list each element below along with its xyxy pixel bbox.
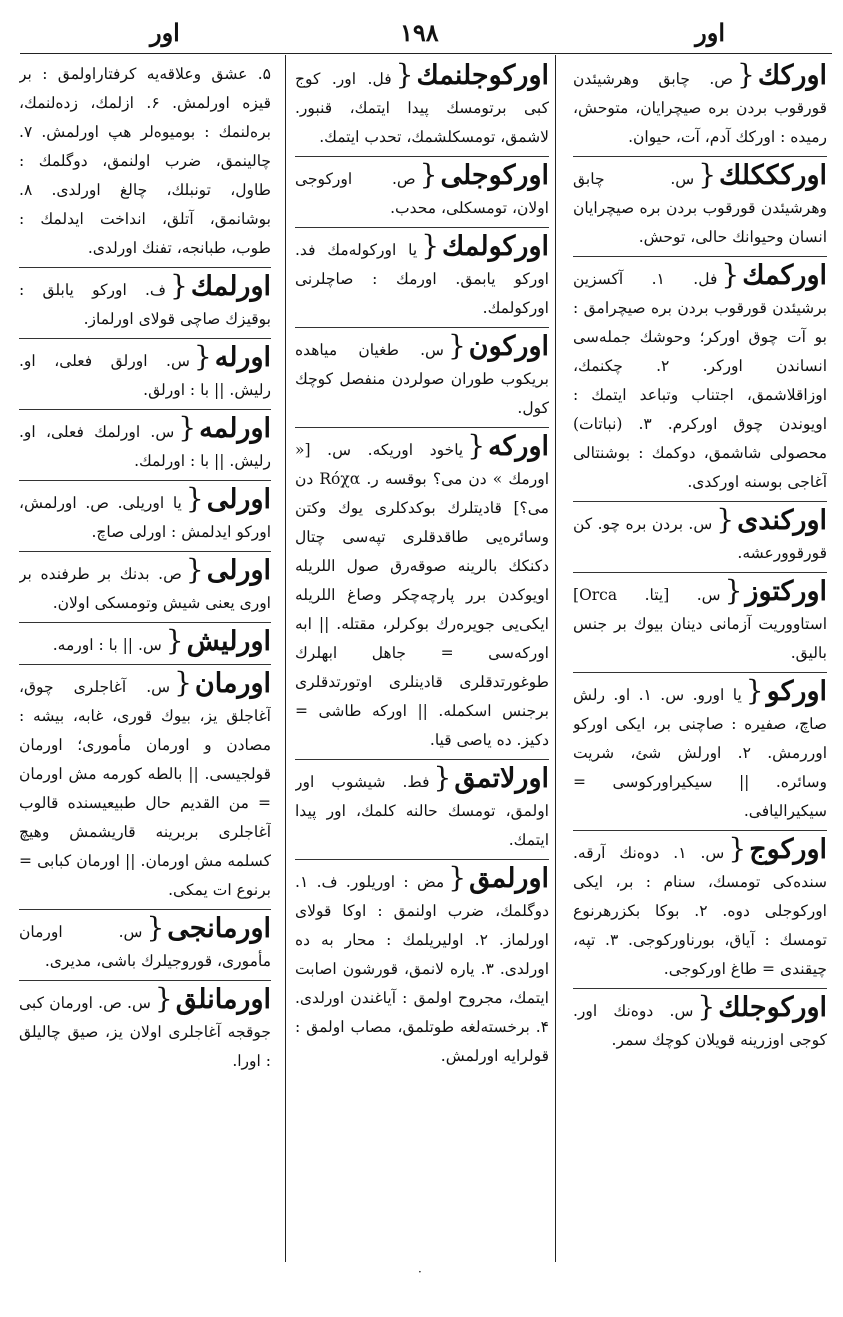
headword: اورمانلق {	[155, 984, 271, 1015]
definition: ص. چابق وهرشيئدن قورقوب بردن بره صيچرايان، متوحش، رميده : اوركك آدم، آت، حيوان.	[573, 70, 827, 146]
entry	[573, 576, 827, 673]
entry	[295, 60, 549, 157]
entry	[19, 668, 271, 910]
headword: اورليش {	[166, 626, 271, 657]
definition: س. بردن بره چو. كن قورقوورعشه.	[573, 515, 827, 562]
definition: ص. اوركوجى اولان، تومسكلى، محدب.	[295, 170, 549, 217]
definition: س. اورمان مأمورى، قوروجيلرك باشى، مديرى.	[19, 923, 271, 970]
headword: اوركوج {	[728, 834, 827, 865]
column-divider	[555, 55, 556, 1262]
definition: س. دوه‌نك اور. كوجى اوزرينه قويلان كوچك سمر.	[573, 1002, 827, 1049]
definition: فل. اور. كوج كبى برتومسك پيدا ايتمك، قنبور. لاشمق، تومسكلشمك، تحدب ايتمك.	[295, 70, 549, 146]
entry	[295, 763, 549, 860]
entry	[19, 271, 271, 339]
headword: اوركندى {	[716, 505, 827, 536]
definition: يا اوركوله‌مك فد. اوركو يابمق. اورمك : صاچلرنى اوركولمك.	[295, 241, 549, 317]
entry	[19, 555, 271, 623]
entry	[19, 913, 271, 981]
headword: اوركوجلك {	[697, 992, 827, 1023]
definition: ۵. عشق وعلاقه‌يه كرفتاراولمق : بر قيزه اورلمش. ۶. ازلمك، زده‌لنمك، بره‌لنمك : بوميوه‌لر هپ اورلمش. ۷. چالينمق، ضرب اولنمق، دوگلمك : طاول، تونبلك، چالغ اورلدى. ۸. بوشانمق، آتلق، انداخت ايدلمك : طوب، طبانجه، تفنك اورلدى.	[19, 65, 271, 257]
headword: اورله {	[194, 342, 271, 373]
entry	[295, 160, 549, 228]
footer-dot: ·	[418, 1265, 422, 1279]
entry	[573, 160, 827, 257]
headword: اوركو {	[746, 676, 827, 707]
definition: ياخود اوريكه. س. [« اورمك » دن مى؟ بوقسه ر. Róχα دن مى؟] قاديتلرك بوكدكلرى يوك وكتن وسائره‌يى طاقدقلرى تپه‌سى چتال دكنكك بالرينه صوقه‌رق صول اللريله اويوكدن برر پارچه‌چكر وصاغ اللريله ايكى‌يى جويره‌رك بوكرلر، مقتله. || ابه اوركه‌سى = جاهل ابهلرك طوغورتدقلرى قادينلرى اوتورتدقلرى برجنس اسكمله. || اوركه طاشى = دكيز. ده ياصى قيا.	[295, 441, 549, 749]
headword: اوركولمك {	[421, 231, 549, 262]
header-right-guide: اور	[695, 18, 725, 47]
definition: س. || با : اورمه.	[52, 636, 162, 654]
headword: اورلمك {	[170, 271, 271, 302]
entry	[19, 342, 271, 410]
column-middle	[295, 60, 549, 1257]
definition: س. آغاجلرى چوق، آغاجلق يز، بيوك قورى، غابه، بيشه : مصادن و اورمان مأمورى؛ اورمان قولجيسى. || بالطه كورمه مش اورمان = من القديم حال طبيعيسنده قالوب آغاجلرى بربرينه قاريشمش وهيچ كسلمه مش اورمان. || اورمان كبابى = برنوع ات يمكى.	[19, 678, 271, 899]
definition: س. اورلق فعلى، او. رليش. || با : اورلق.	[19, 352, 271, 399]
definition: س. ص. اورمان كبى جوقجه آغاجلرى اولان يز، صيق چاليلق : اورا.	[19, 994, 271, 1070]
definition: س. طغيان مياهده بريكوب طوران صولردن منفصل كوچك كول.	[295, 341, 549, 417]
column-right	[573, 60, 827, 1257]
headword: اورلى {	[186, 484, 271, 515]
definition: ف. اوركو يابلق : بوقيزك صاچى قولاى اورلماز.	[19, 281, 271, 328]
entry	[573, 676, 827, 831]
entry	[295, 231, 549, 328]
definition: س. ۱. دوه‌نك آرقه. سنده‌كى تومسك، سنام : بر، ايكى اوركوجلى دوه. ۲. بوكا بكزرهرنوع تومسك : آياق، بورناوركوجى. ۳. تپه، چيقندى = طاغ اوركوجى.	[573, 844, 827, 978]
page-number: ۱۹۸	[400, 18, 439, 47]
definition: يا اوريلى. ص. اورلمش، اوركو ايدلمش : اورلى صاچ.	[19, 494, 271, 541]
definition: ص. بدنك بر طرفنده بر اورى يعنى شيش وتومسكى اولان.	[19, 565, 271, 612]
headword: اوركك {	[737, 60, 827, 91]
entry	[573, 60, 827, 157]
headword: اورمان {	[174, 668, 271, 699]
headword: اورمانجى {	[146, 913, 271, 944]
entry	[19, 626, 271, 665]
column-left	[19, 60, 271, 1257]
definition: س. چابق وهرشيئدن قورقوب بردن بره صيچرايان انسان وحيوانك حالى، توحش.	[573, 170, 827, 246]
header-rule	[20, 53, 832, 54]
headword: اورلمق {	[448, 863, 549, 894]
entry	[295, 331, 549, 428]
headword: اورلمه {	[178, 413, 271, 444]
column-divider	[285, 55, 286, 1262]
entry	[19, 484, 271, 552]
entry	[19, 413, 271, 481]
definition: فط. شيشوب اور اولمق، تومسك حالنه كلمك، اور پيدا ايتمك.	[295, 773, 549, 849]
entry	[295, 863, 549, 1075]
definition: يا اورو. س. ۱. او. رلش صاچ، صفيره : صاچنى بر، ايكى اوركو اوررمش. ۲. اورلش شئ، شريت وسائره. || سيكيراوركوسى = سيكيراليافى.	[573, 686, 827, 820]
entry-continuation	[19, 60, 271, 268]
definition: س. اورلمك فعلى، او. رليش. || با : اورلمك.	[19, 423, 271, 470]
headword: اوركه {	[467, 431, 549, 462]
entry	[573, 505, 827, 573]
headword: اوركوجلنمك {	[396, 60, 549, 91]
headword: اوركككلك {	[698, 160, 827, 191]
header-left-guide: اور	[150, 18, 180, 47]
entry	[573, 260, 827, 502]
definition: فل. ۱. آكسزين برشيئدن قورقوب بردن بره صيچرامق : بو آت چوق اوركر؛ وحوشك جمله‌سى انساندن اوركر. ۲. چكنمك، اوزاقلاشمق، اجتناب وتباعد ايتمك : اويوندن چوق اوركرم. ۳. (نباتات) محصولى شاشمق، دوكمك : بوشنتالى آغاجى بوسنه اوركدى.	[573, 270, 827, 491]
definition: س. [يتا. Orca] استاووريت آزمانى دينان بيوك بر جنس باليق.	[573, 586, 827, 662]
headword: اورلاتمق {	[434, 763, 549, 794]
entry	[295, 431, 549, 760]
headword: اوركتوز {	[725, 576, 827, 607]
entry	[573, 834, 827, 989]
headword: اوركوجلى {	[420, 160, 549, 191]
headword: اورلى {	[186, 555, 271, 586]
headword: اوركون {	[448, 331, 549, 362]
definition: مض : اوريلور. ف. ۱. دوگلمك، ضرب اولنمق : اوكا قولاى اورلماز. ۲. اوليريلمك : محار به ده اورلدى. ۳. ياره لانمق، قورشون اصابت ايتمك، مجروح اولمق : آياغندن اورلدى. ۴. برخسته‌لغه طوتلمق، مصاب اولمق : قولرايه اورلمش.	[295, 873, 549, 1065]
entry	[573, 992, 827, 1059]
entry	[19, 984, 271, 1080]
headword: اوركمك {	[721, 260, 827, 291]
